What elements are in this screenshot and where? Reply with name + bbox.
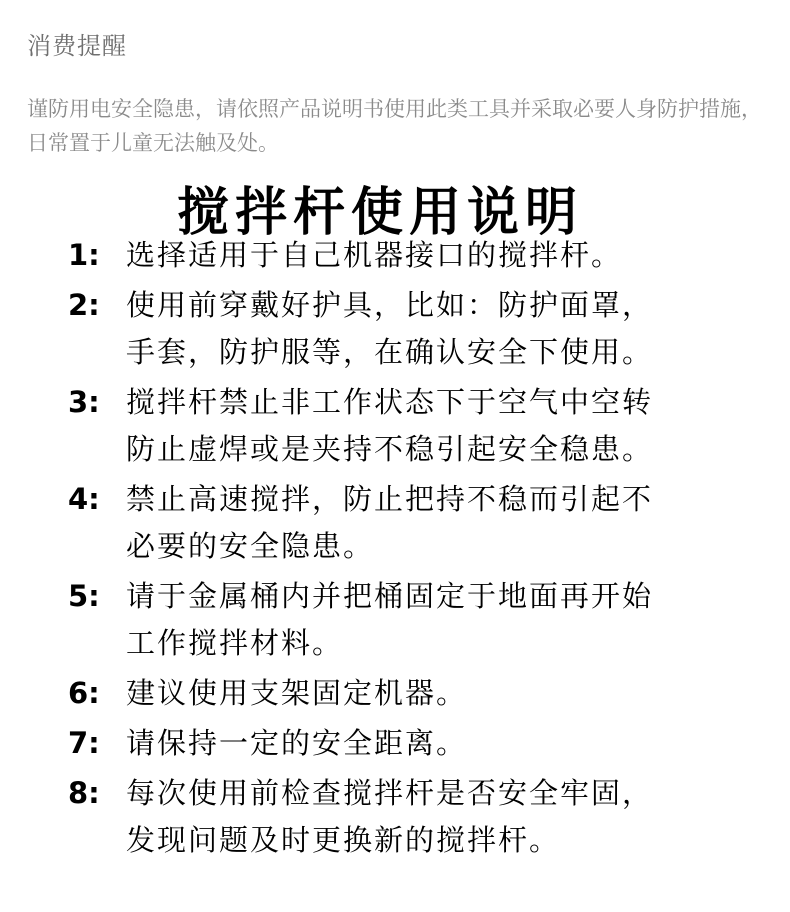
- reminder-title: 消费提醒: [27, 32, 127, 60]
- step-text: 建议使用支架固定机器。: [126, 676, 468, 710]
- step-number: 5:: [68, 579, 100, 613]
- step-number: 4:: [68, 482, 100, 516]
- instruction-step-3: [68, 379, 768, 473]
- instruction-step-7: [68, 720, 768, 767]
- instruction-step-1: [68, 232, 768, 279]
- instruction-step-4: [68, 476, 768, 570]
- step-text: 工作搅拌材料。: [126, 626, 344, 660]
- step-number: 2:: [68, 288, 100, 322]
- step-number: 3:: [68, 385, 100, 419]
- step-number: 7:: [68, 726, 100, 760]
- step-text: 每次使用前检查搅拌杆是否安全牢固，: [126, 776, 654, 810]
- instruction-step-5: [68, 573, 768, 667]
- instruction-step-2: [68, 282, 768, 376]
- step-text: 发现问题及时更换新的搅拌杆。: [126, 823, 561, 857]
- step-text: 请于金属桶内并把桶固定于地面再开始: [126, 579, 654, 613]
- step-text: 选择适用于自己机器接口的搅拌杆。: [126, 238, 623, 272]
- step-text: 禁止高速搅拌，防止把持不稳而引起不: [126, 482, 654, 516]
- step-number: 8:: [68, 776, 100, 810]
- instruction-step-6: [68, 670, 768, 717]
- instruction-step-8: [68, 770, 768, 864]
- step-text: 请保持一定的安全距离。: [126, 726, 468, 760]
- step-text: 使用前穿戴好护具，比如：防护面罩，: [126, 288, 654, 322]
- reminder-text: 谨防用电安全隐患，请依照产品说明书使用此类工具并采取必要人身防护措施，日常置于儿童无法触及处。: [27, 97, 762, 155]
- step-number: 1:: [68, 238, 100, 272]
- step-number: 6:: [68, 676, 100, 710]
- step-text: 防止虚焊或是夹持不稳引起安全稳患。: [126, 432, 654, 466]
- step-text: 必要的安全隐患。: [126, 529, 375, 563]
- step-text: 搅拌杆禁止非工作状态下于空气中空转: [126, 385, 654, 419]
- step-text: 手套，防护服等，在确认安全下使用。: [126, 335, 654, 369]
- manual-title: 搅拌杆使用说明: [176, 182, 583, 243]
- instruction-list: [68, 232, 768, 867]
